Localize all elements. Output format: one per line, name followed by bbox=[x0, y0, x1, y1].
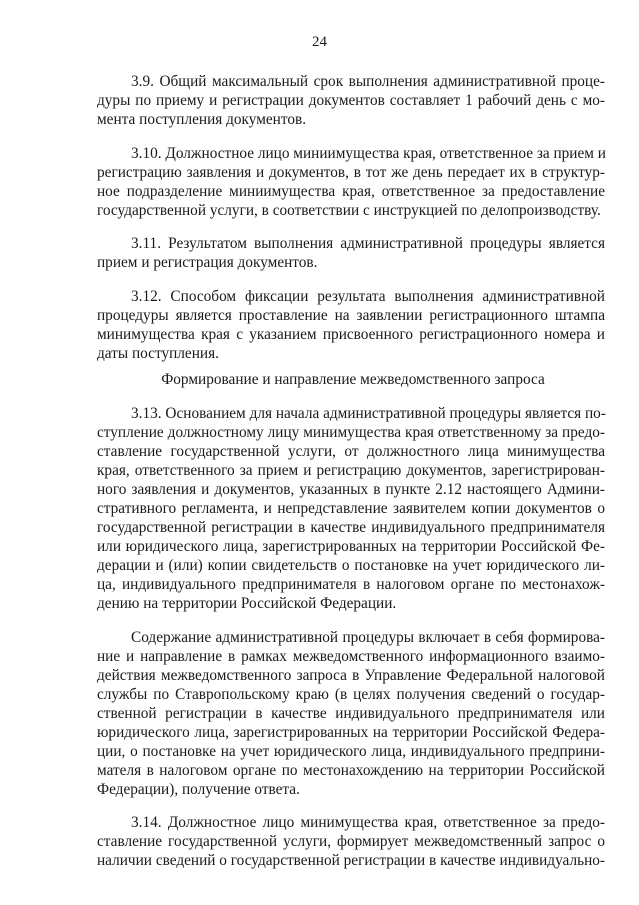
section-heading: Формирование и направление межведомственного запроса bbox=[161, 371, 545, 388]
paragraph-content-line-8: мателя в налоговом органе по местонахождению на территории Российской bbox=[97, 762, 605, 779]
paragraph-3-14-line-1: 3.14. Должностное лицо минимущества края, ответственное за предо- bbox=[131, 814, 605, 831]
paragraph-3-13-line-4: края, ответственного за прием и регистрацию документов, зарегистрирован- bbox=[97, 462, 605, 479]
paragraph-content-line-2: ние и направление в рамках межведомственного информационного взаимо- bbox=[97, 648, 605, 665]
paragraph-3-13-line-1: 3.13. Основанием для начала административной процедуры является по- bbox=[131, 405, 606, 422]
paragraph-3-9-line-3: мента поступления документов. bbox=[97, 111, 307, 128]
paragraph-content-line-7: ции, о постановке на учет юридического лица, индивидуального предприни- bbox=[97, 743, 605, 760]
paragraph-3-14-line-2: ставление государственной услуги, формирует межведомственный запрос о bbox=[97, 833, 605, 850]
paragraph-content-line-3: действия межведомственного запроса в Управление Федеральной налоговой bbox=[97, 667, 605, 684]
paragraph-3-12-line-3: минимущества края с указанием присвоенного регистрационного номера и bbox=[97, 326, 605, 343]
paragraph-content-line-9: Федерации), получение ответа. bbox=[97, 781, 300, 798]
paragraph-3-10-line-2: регистрацию заявления и документов, в тот же день передает их в структур- bbox=[97, 164, 605, 181]
paragraph-3-13-line-3: ставление государственной услуги, от должностного лица минимущества bbox=[97, 443, 605, 460]
paragraph-3-10-line-1: 3.10. Должностное лицо миниимущества края, ответственное за прием и bbox=[131, 145, 606, 162]
paragraph-3-12-line-1: 3.12. Способом фиксации результата выполнения административной bbox=[131, 288, 605, 305]
page-number: 24 bbox=[312, 34, 327, 50]
paragraph-3-13-line-5: ного заявления и документов, указанных в пункте 2.12 настоящего Админи- bbox=[97, 481, 605, 498]
paragraph-3-13-line-2: ступление должностному лицу минимущества края ответственному за предо- bbox=[97, 424, 605, 441]
paragraph-3-12-line-4: даты поступления. bbox=[97, 345, 219, 362]
paragraph-3-13-line-10: ца, индивидуального предпринимателя в налоговом органе по местонахож- bbox=[97, 576, 605, 593]
paragraph-3-11-line-1: 3.11. Результатом выполнения административной процедуры является bbox=[131, 235, 605, 252]
paragraph-3-13-line-6: стративного регламента, и непредставление заявителем копии документов о bbox=[97, 500, 605, 517]
paragraph-3-9-line-2: дуры по приему и регистрации документов составляет 1 рабочий день с мо- bbox=[97, 92, 605, 109]
paragraph-3-14-line-3: наличии сведений о государственной регистрации в качестве индивидуально- bbox=[97, 852, 605, 869]
paragraph-content-line-1: Содержание административной процедуры включает в себя формирова- bbox=[131, 629, 605, 646]
paragraph-content-line-6: юридического лица, зарегистрированных на территории Российской Федера- bbox=[97, 724, 605, 741]
paragraph-3-10-line-3: ное подразделение миниимущества края, ответственное за предоставление bbox=[97, 183, 605, 200]
paragraph-content-line-5: ственной регистрации в качестве индивидуального предпринимателя или bbox=[97, 705, 605, 722]
paragraph-3-13-line-11: дению на территории Российской Федерации. bbox=[97, 595, 397, 612]
paragraph-3-10-line-4: государственной услуги, в соответствии с инструкцией по делопроизводству. bbox=[97, 202, 601, 219]
paragraph-3-11-line-2: прием и регистрация документов. bbox=[97, 254, 318, 271]
paragraph-3-13-line-7: государственной регистрации в качестве индивидуального предпринимателя bbox=[97, 519, 605, 536]
paragraph-3-13-line-8: или юридического лица, зарегистрированных на территории Российской Фе- bbox=[97, 538, 605, 555]
paragraph-content-line-4: службы по Ставропольскому краю (в целях получения сведений о государ- bbox=[97, 686, 605, 703]
paragraph-3-13-line-9: дерации и (или) копии свидетельств о постановке на учет юридического ли- bbox=[97, 557, 605, 574]
paragraph-3-12-line-2: процедуры является проставление на заявлении регистрационного штампа bbox=[97, 307, 605, 324]
paragraph-3-9-line-1: 3.9. Общий максимальный срок выполнения административной проце- bbox=[131, 73, 605, 90]
